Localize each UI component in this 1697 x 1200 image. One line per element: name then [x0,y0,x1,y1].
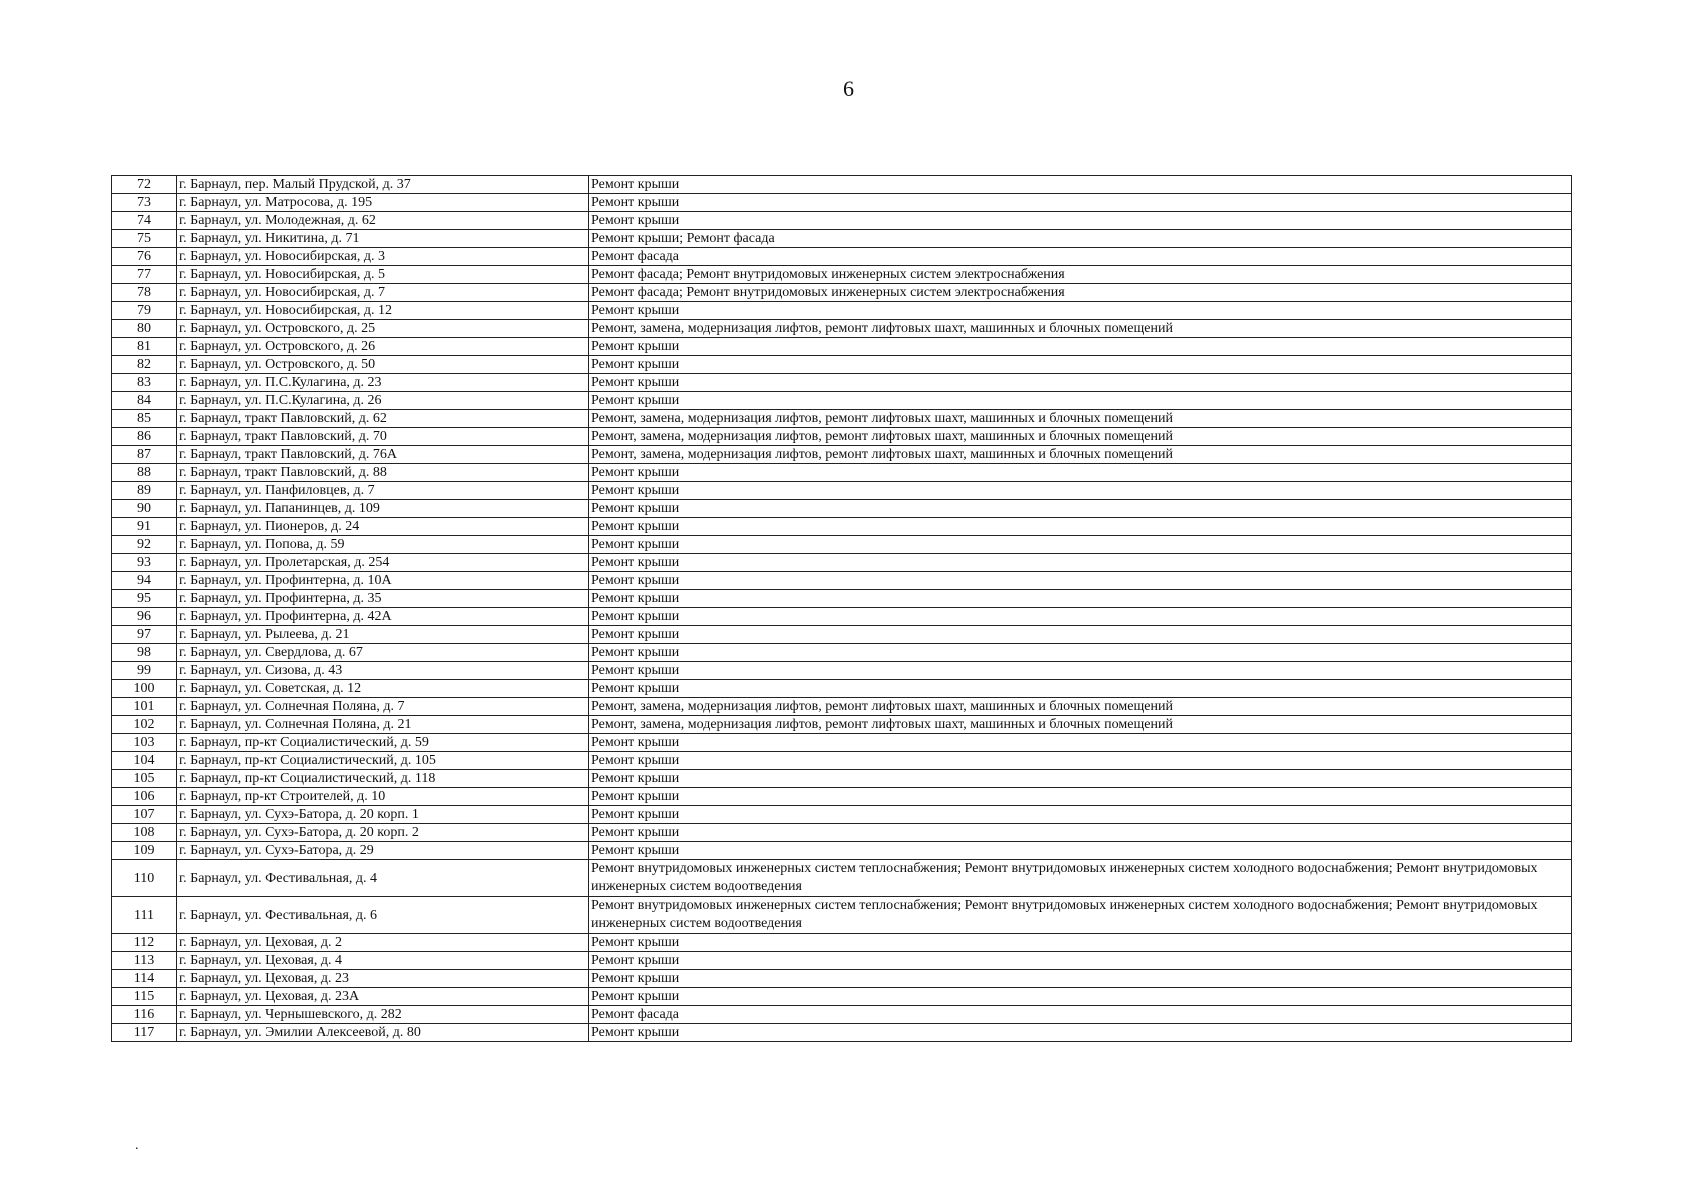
table-row [112,248,1572,266]
work-type-cell: Ремонт крыши [589,626,1572,644]
table-row [112,338,1572,356]
row-number-cell: 96 [112,608,177,626]
table-row [112,716,1572,734]
work-type-cell: Ремонт крыши [589,988,1572,1006]
row-number-cell: 109 [112,842,177,860]
table-row [112,952,1572,970]
table-row [112,608,1572,626]
work-type-cell: Ремонт крыши [589,824,1572,842]
row-number-cell: 77 [112,266,177,284]
address-cell: г. Барнаул, ул. Пионеров, д. 24 [177,518,589,536]
row-number-cell: 117 [112,1024,177,1042]
work-type-cell: Ремонт фасада [589,248,1572,266]
work-type-cell: Ремонт крыши [589,176,1572,194]
work-type-cell: Ремонт крыши [589,572,1572,590]
table-row [112,374,1572,392]
table-row [112,212,1572,230]
work-type-cell: Ремонт крыши [589,518,1572,536]
address-cell: г. Барнаул, пр-кт Строителей, д. 10 [177,788,589,806]
row-number-cell: 114 [112,970,177,988]
row-number-cell: 83 [112,374,177,392]
table-row [112,176,1572,194]
table-row [112,428,1572,446]
table-row [112,392,1572,410]
row-number-cell: 72 [112,176,177,194]
address-cell: г. Барнаул, ул. Сухэ-Батора, д. 20 корп. 2 [177,824,589,842]
row-number-cell: 86 [112,428,177,446]
address-cell: г. Барнаул, ул. Никитина, д. 71 [177,230,589,248]
work-type-cell: Ремонт крыши [589,806,1572,824]
work-type-cell: Ремонт крыши [589,934,1572,952]
table-row [112,988,1572,1006]
table-row [112,806,1572,824]
row-number-cell: 84 [112,392,177,410]
row-number-cell: 79 [112,302,177,320]
work-type-cell: Ремонт крыши [589,464,1572,482]
table-row [112,662,1572,680]
table-row [112,446,1572,464]
row-number-cell: 73 [112,194,177,212]
address-cell: г. Барнаул, ул. П.С.Кулагина, д. 23 [177,374,589,392]
address-cell: г. Барнаул, ул. Сухэ-Батора, д. 20 корп. 1 [177,806,589,824]
work-type-cell: Ремонт крыши [589,554,1572,572]
work-type-cell: Ремонт, замена, модернизация лифтов, ремонт лифтовых шахт, машинных и блочных помещений [589,320,1572,338]
table-row [112,824,1572,842]
address-cell: г. Барнаул, ул. Цеховая, д. 23А [177,988,589,1006]
table-row [112,934,1572,952]
work-type-cell: Ремонт крыши [589,302,1572,320]
row-number-cell: 104 [112,752,177,770]
address-cell: г. Барнаул, ул. Фестивальная, д. 6 [177,897,589,934]
table-row [112,230,1572,248]
work-type-cell: Ремонт крыши [589,680,1572,698]
work-type-cell: Ремонт, замена, модернизация лифтов, ремонт лифтовых шахт, машинных и блочных помещений [589,410,1572,428]
address-cell: г. Барнаул, тракт Павловский, д. 76А [177,446,589,464]
work-type-cell: Ремонт крыши [589,970,1572,988]
address-cell: г. Барнаул, ул. Рылеева, д. 21 [177,626,589,644]
table-row [112,626,1572,644]
address-cell: г. Барнаул, ул. Профинтерна, д. 10А [177,572,589,590]
row-number-cell: 97 [112,626,177,644]
work-type-cell: Ремонт крыши [589,356,1572,374]
address-cell: г. Барнаул, ул. Сизова, д. 43 [177,662,589,680]
table-row [112,464,1572,482]
address-cell: г. Барнаул, пр-кт Социалистический, д. 118 [177,770,589,788]
table-row [112,320,1572,338]
work-type-cell: Ремонт крыши [589,482,1572,500]
work-type-cell: Ремонт фасада; Ремонт внутридомовых инженерных систем электроснабжения [589,284,1572,302]
address-cell: г. Барнаул, ул. Новосибирская, д. 5 [177,266,589,284]
table-row [112,860,1572,897]
row-number-cell: 92 [112,536,177,554]
table-row [112,770,1572,788]
table-row [112,1006,1572,1024]
address-cell: г. Барнаул, ул. Цеховая, д. 2 [177,934,589,952]
row-number-cell: 87 [112,446,177,464]
work-type-cell: Ремонт, замена, модернизация лифтов, ремонт лифтовых шахт, машинных и блочных помещений [589,698,1572,716]
table-row [112,644,1572,662]
table-row [112,842,1572,860]
row-number-cell: 75 [112,230,177,248]
address-cell: г. Барнаул, ул. Островского, д. 25 [177,320,589,338]
table-row [112,897,1572,934]
row-number-cell: 89 [112,482,177,500]
address-cell: г. Барнаул, тракт Павловский, д. 70 [177,428,589,446]
address-cell: г. Барнаул, ул. Островского, д. 26 [177,338,589,356]
work-type-cell: Ремонт крыши [589,662,1572,680]
row-number-cell: 91 [112,518,177,536]
address-cell: г. Барнаул, пр-кт Социалистический, д. 105 [177,752,589,770]
address-cell: г. Барнаул, пер. Малый Прудской, д. 37 [177,176,589,194]
work-type-cell: Ремонт внутридомовых инженерных систем теплоснабжения; Ремонт внутридомовых инженерных систем холодного водоснабжения; Ремонт внутридомовых инженерных систем водоотведения [589,897,1572,934]
row-number-cell: 113 [112,952,177,970]
address-cell: г. Барнаул, ул. Солнечная Поляна, д. 7 [177,698,589,716]
work-type-cell: Ремонт крыши [589,842,1572,860]
table-row [112,284,1572,302]
work-type-cell: Ремонт крыши [589,500,1572,518]
table-row [112,500,1572,518]
address-cell: г. Барнаул, ул. Попова, д. 59 [177,536,589,554]
address-cell: г. Барнаул, ул. Новосибирская, д. 7 [177,284,589,302]
work-type-cell: Ремонт крыши [589,194,1572,212]
table-row [112,194,1572,212]
address-cell: г. Барнаул, ул. Молодежная, д. 62 [177,212,589,230]
work-type-cell: Ремонт, замена, модернизация лифтов, ремонт лифтовых шахт, машинных и блочных помещений [589,716,1572,734]
address-cell: г. Барнаул, ул. Цеховая, д. 23 [177,970,589,988]
table-row [112,680,1572,698]
work-type-cell: Ремонт крыши; Ремонт фасада [589,230,1572,248]
table-row [112,734,1572,752]
address-cell: г. Барнаул, пр-кт Социалистический, д. 59 [177,734,589,752]
work-type-cell: Ремонт внутридомовых инженерных систем теплоснабжения; Ремонт внутридомовых инженерных систем холодного водоснабжения; Ремонт внутридомовых инженерных систем водоотведения [589,860,1572,897]
address-cell: г. Барнаул, тракт Павловский, д. 88 [177,464,589,482]
table-row [112,302,1572,320]
table-row [112,698,1572,716]
row-number-cell: 90 [112,500,177,518]
work-type-cell: Ремонт фасада; Ремонт внутридомовых инженерных систем электроснабжения [589,266,1572,284]
row-number-cell: 110 [112,860,177,897]
work-type-cell: Ремонт крыши [589,374,1572,392]
table-row [112,482,1572,500]
row-number-cell: 81 [112,338,177,356]
row-number-cell: 76 [112,248,177,266]
row-number-cell: 103 [112,734,177,752]
table-row [112,518,1572,536]
row-number-cell: 93 [112,554,177,572]
row-number-cell: 100 [112,680,177,698]
work-type-cell: Ремонт крыши [589,590,1572,608]
address-cell: г. Барнаул, ул. Цеховая, д. 4 [177,952,589,970]
row-number-cell: 111 [112,897,177,934]
row-number-cell: 105 [112,770,177,788]
address-cell: г. Барнаул, ул. Матросова, д. 195 [177,194,589,212]
row-number-cell: 80 [112,320,177,338]
row-number-cell: 94 [112,572,177,590]
table-row [112,788,1572,806]
page-number: 6 [843,76,854,101]
row-number-cell: 82 [112,356,177,374]
address-cell: г. Барнаул, ул. Профинтерна, д. 35 [177,590,589,608]
table-row [112,970,1572,988]
row-number-cell: 107 [112,806,177,824]
table-row [112,410,1572,428]
table-row [112,572,1572,590]
work-type-cell: Ремонт крыши [589,952,1572,970]
work-type-cell: Ремонт, замена, модернизация лифтов, ремонт лифтовых шахт, машинных и блочных помещений [589,446,1572,464]
address-cell: г. Барнаул, ул. Чернышевского, д. 282 [177,1006,589,1024]
address-cell: г. Барнаул, ул. Солнечная Поляна, д. 21 [177,716,589,734]
row-number-cell: 98 [112,644,177,662]
work-type-cell: Ремонт крыши [589,392,1572,410]
address-cell: г. Барнаул, ул. Эмилии Алексеевой, д. 80 [177,1024,589,1042]
address-cell: г. Барнаул, ул. Сухэ-Батора, д. 29 [177,842,589,860]
address-cell: г. Барнаул, тракт Павловский, д. 62 [177,410,589,428]
address-cell: г. Барнаул, ул. Новосибирская, д. 3 [177,248,589,266]
row-number-cell: 99 [112,662,177,680]
work-type-cell: Ремонт крыши [589,788,1572,806]
work-type-cell: Ремонт крыши [589,338,1572,356]
address-cell: г. Барнаул, ул. Фестивальная, д. 4 [177,860,589,897]
address-cell: г. Барнаул, ул. Панфиловцев, д. 7 [177,482,589,500]
row-number-cell: 116 [112,1006,177,1024]
work-type-cell: Ремонт крыши [589,1024,1572,1042]
page-mark: . [135,1138,139,1153]
address-cell: г. Барнаул, ул. Новосибирская, д. 12 [177,302,589,320]
row-number-cell: 85 [112,410,177,428]
table-row [112,536,1572,554]
row-number-cell: 106 [112,788,177,806]
row-number-cell: 112 [112,934,177,952]
repair-registry-table [111,175,1572,1042]
work-type-cell: Ремонт, замена, модернизация лифтов, ремонт лифтовых шахт, машинных и блочных помещений [589,428,1572,446]
row-number-cell: 95 [112,590,177,608]
address-cell: г. Барнаул, ул. Свердлова, д. 67 [177,644,589,662]
row-number-cell: 108 [112,824,177,842]
work-type-cell: Ремонт крыши [589,608,1572,626]
row-number-cell: 102 [112,716,177,734]
registry-table-body [112,176,1572,1042]
table-row [112,266,1572,284]
work-type-cell: Ремонт фасада [589,1006,1572,1024]
row-number-cell: 115 [112,988,177,1006]
address-cell: г. Барнаул, ул. П.С.Кулагина, д. 26 [177,392,589,410]
address-cell: г. Барнаул, ул. Островского, д. 50 [177,356,589,374]
work-type-cell: Ремонт крыши [589,644,1572,662]
work-type-cell: Ремонт крыши [589,770,1572,788]
address-cell: г. Барнаул, ул. Папанинцев, д. 109 [177,500,589,518]
row-number-cell: 101 [112,698,177,716]
table-row [112,1024,1572,1042]
work-type-cell: Ремонт крыши [589,734,1572,752]
table-row [112,752,1572,770]
table-row [112,590,1572,608]
row-number-cell: 74 [112,212,177,230]
work-type-cell: Ремонт крыши [589,752,1572,770]
row-number-cell: 88 [112,464,177,482]
work-type-cell: Ремонт крыши [589,536,1572,554]
table-row [112,356,1572,374]
work-type-cell: Ремонт крыши [589,212,1572,230]
address-cell: г. Барнаул, ул. Пролетарская, д. 254 [177,554,589,572]
address-cell: г. Барнаул, ул. Профинтерна, д. 42А [177,608,589,626]
address-cell: г. Барнаул, ул. Советская, д. 12 [177,680,589,698]
table-row [112,554,1572,572]
row-number-cell: 78 [112,284,177,302]
